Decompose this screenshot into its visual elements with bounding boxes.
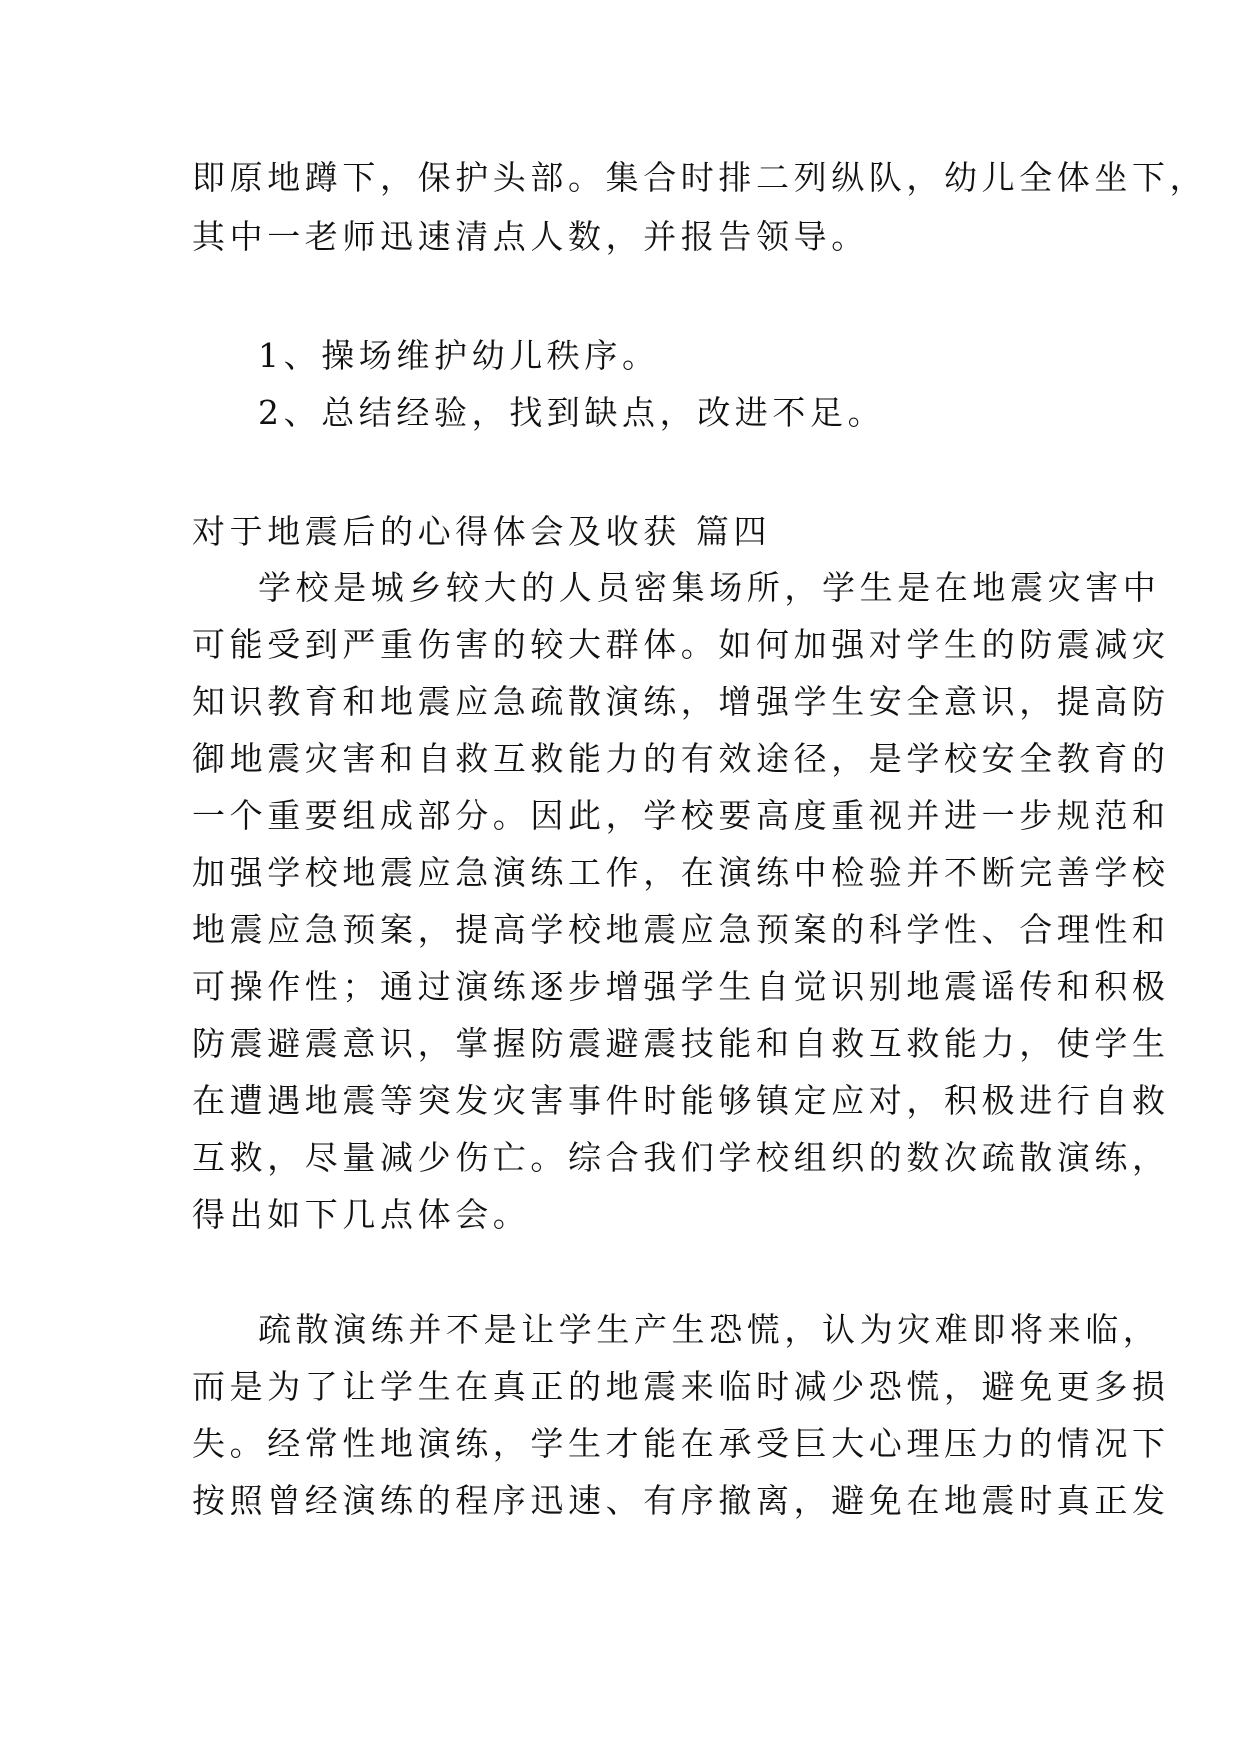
para-main-line: 得出如下几点体会。 [192, 1195, 531, 1234]
para-main-line: 知识教育和地震应急疏散演练，增强学生安全意识，提高防 [192, 682, 1170, 721]
para-main-line: 一个重要组成部分。因此，学校要高度重视并进一步规范和 [192, 796, 1170, 835]
para-main-line: 可能受到严重伤害的较大群体。如何加强对学生的防震减灾 [192, 625, 1170, 664]
para-intro-line: 即原地蹲下，保护头部。集合时排二列纵队，幼儿全体坐下， [192, 158, 1208, 197]
para-last-line: 而是为了让学生在真正的地震来临时减少恐慌，避免更多损 [192, 1367, 1170, 1406]
para-main-line: 御地震灾害和自救互救能力的有效途径，是学校安全教育的 [192, 739, 1170, 778]
para-main-line: 在遭遇地震等突发灾害事件时能够镇定应对，积极进行自救 [192, 1081, 1170, 1120]
para-main-line: 防震避震意识，掌握防震避震技能和自救互救能力，使学生 [192, 1024, 1170, 1063]
para-last-line: 疏散演练并不是让学生产生恐慌，认为灾难即将来临， [258, 1310, 1161, 1349]
para-intro-line: 其中一老师迅速清点人数，并报告领导。 [192, 217, 869, 256]
list-item: 2、总结经验，找到缺点，改进不足。 [258, 393, 886, 432]
para-main-line: 学校是城乡较大的人员密集场所，学生是在地震灾害中 [258, 568, 1161, 607]
para-last-line: 失。经常性地演练，学生才能在承受巨大心理压力的情况下 [192, 1424, 1170, 1463]
para-main-line: 加强学校地震应急演练工作，在演练中检验并不断完善学校 [192, 853, 1170, 892]
para-main-line: 可操作性；通过演练逐步增强学生自觉识别地震谣传和积极 [192, 967, 1170, 1006]
section-heading: 对于地震后的心得体会及收获 篇四 [192, 512, 772, 551]
para-main-line: 地震应急预案，提高学校地震应急预案的科学性、合理性和 [192, 910, 1170, 949]
list-item: 1、操场维护幼儿秩序。 [258, 336, 660, 375]
para-main-line: 互救，尽量减少伤亡。综合我们学校组织的数次疏散演练， [192, 1138, 1170, 1177]
para-last-line: 按照曾经演练的程序迅速、有序撤离，避免在地震时真正发 [192, 1481, 1170, 1520]
